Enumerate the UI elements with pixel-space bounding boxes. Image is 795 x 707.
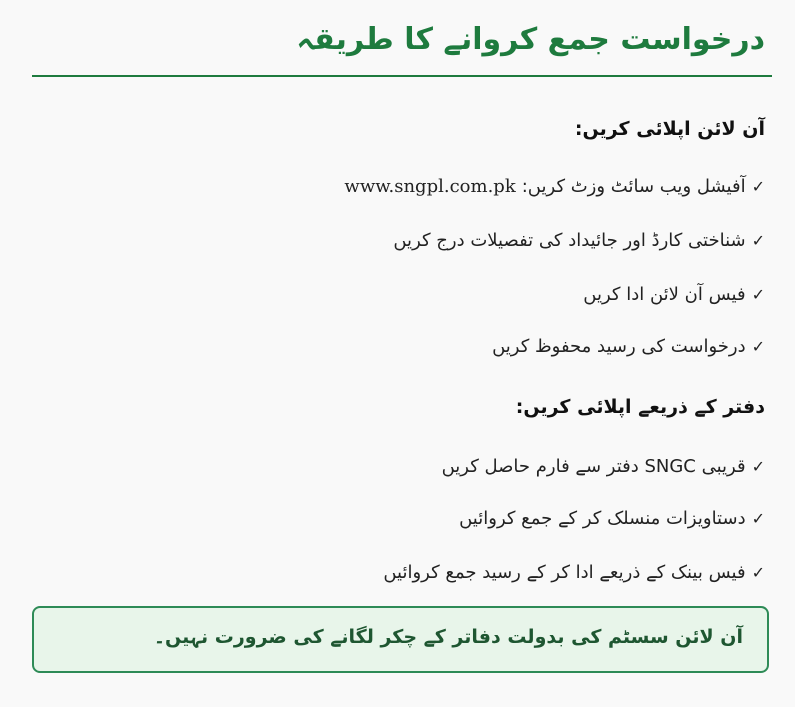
office-step-text: دستاویزات منسلک کر کے جمع کروائیں <box>459 508 746 529</box>
website-url[interactable]: www.sngpl.com.pk <box>344 176 516 197</box>
office-step-text: قریبی SNGC دفتر سے فارم حاصل کریں <box>441 456 746 477</box>
office-heading: دفتر کے ذریعے اپلائی کریں: <box>515 396 765 418</box>
office-step-text: فیس بینک کے ذریعے ادا کر کے رسید جمع کروائیں <box>383 562 746 583</box>
online-step-enter-details <box>393 230 765 251</box>
page-title: درخواست جمع کروانے کا طریقہ <box>296 22 765 57</box>
title-divider <box>32 75 772 77</box>
office-step-get-form <box>442 456 765 477</box>
online-step-text: فیس آن لائن ادا کریں <box>583 284 746 305</box>
check-icon: ✓ <box>751 509 765 528</box>
online-step-pay-fee <box>583 284 765 305</box>
online-step-visit-website <box>344 176 765 197</box>
note-text: آن لائن سسٹم کی بدولت دفاتر کے چکر لگانے کی ضرورت نہیں۔ <box>153 626 743 648</box>
check-icon: ✓ <box>751 457 765 476</box>
note-box <box>32 606 769 673</box>
check-icon: ✓ <box>751 285 765 304</box>
online-step-text: آفیشل ویب سائٹ وزٹ کریں: <box>521 176 746 197</box>
check-icon: ✓ <box>751 231 765 250</box>
office-step-pay-bank <box>383 562 765 583</box>
online-heading: آن لائن اپلائی کریں: <box>574 118 765 140</box>
check-icon: ✓ <box>751 563 765 582</box>
online-step-save-receipt <box>492 336 765 357</box>
check-icon: ✓ <box>751 177 765 196</box>
online-step-text: درخواست کی رسید محفوظ کریں <box>492 336 746 357</box>
online-step-text: شناختی کارڈ اور جائیداد کی تفصیلات درج کریں <box>393 230 746 251</box>
check-icon: ✓ <box>751 337 765 356</box>
office-step-attach-documents <box>459 508 765 529</box>
